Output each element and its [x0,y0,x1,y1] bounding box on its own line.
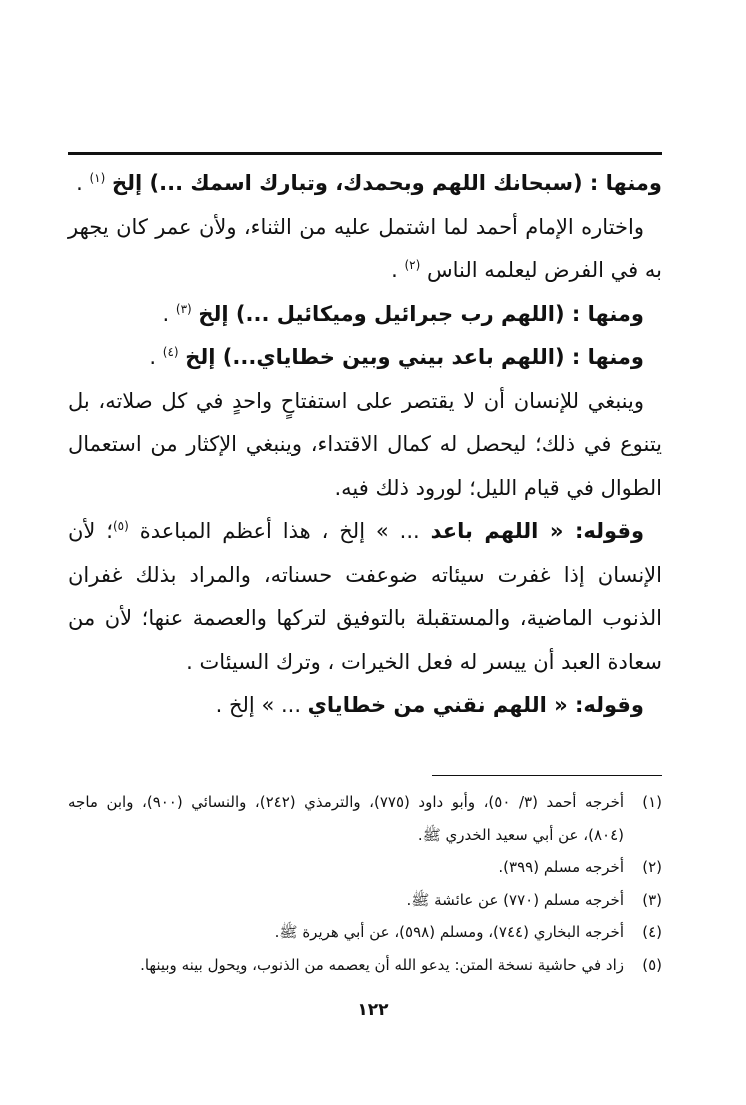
footnote-text: أخرجه أحمد (٣/ ٥٠)، وأبو داود (٧٧٥)، والترمذي (٢٤٢)، والنسائي (٩٠٠)، وابن ماجه (٨٠٤)، عن أبي سعيد الخدري ﷺ. [68,793,625,844]
paragraph-5 [68,380,662,511]
p5-text: وينبغي للإنسان أن لا يقتصر على استفتاحٍ واحدٍ في كل صلاته، بل يتنوع في ذلك؛ ليحصل له كمال الاقتداء، وينبغي الإكثار من استعمال الطوال في قيام الليل؛ لورود ذلك فيه. [68,388,662,500]
p3-prefix: ومنها : [564,301,644,326]
p2-end: . [391,258,405,282]
footnote-text: زاد في حاشية نسخة المتن: يدعو الله أن يعصمه من الذنوب، ويحول بينه وبينها. [140,955,624,974]
footnotes [68,786,662,981]
paragraph-3 [68,293,662,337]
footnote-text: أخرجه مسلم (٣٩٩). [498,858,624,876]
footnote-number: (٤) [642,923,662,941]
main-text [68,162,662,728]
top-rule [68,152,662,155]
p7-quote: اللهم نقني من خطاياي [307,693,547,717]
p2-text: واختاره الإمام أحمد لما اشتمل عليه من الثناء، ولأن عمر كان يجهر به في الفرض ليعلمه الناس [68,214,662,282]
footnote-number: (١) [642,793,662,811]
footnote-1 [68,786,662,851]
p6-lead: وقوله: « [538,519,644,543]
p7-lead: وقوله: « [546,693,644,717]
p2-footnote-ref: (٢) [404,258,421,272]
footnote-text: أخرجه البخاري (٧٤٤)، ومسلم (٥٩٨)، عن أبي هريرة ﷺ. [274,923,624,941]
p3-end: . [162,301,176,326]
p4-end: . [149,345,163,369]
p3-quote: (اللهم رب جبرائيل وميكائيل ...) إلخ [198,301,565,326]
footnote-5 [68,949,662,982]
footnote-text: أخرجه مسلم (٧٧٠) عن عائشة ﷺ. [406,890,624,909]
p3-footnote-ref: (٣) [175,301,192,316]
p6-quote: اللهم باعد [430,519,539,543]
paragraph-2 [68,206,662,293]
footnote-number: (٣) [642,890,662,909]
p1-prefix: ومنها : [582,171,662,195]
p1-footnote-ref: (١) [89,171,106,185]
p1-quote: (سبحانك اللهم وبحمدك، وتبارك اسمك ...) إلخ [111,171,583,195]
p7-rest: ... » إلخ . [215,693,308,717]
paragraph-4 [68,336,662,380]
p6-footnote-ref: (٥) [112,519,129,533]
page-number: ١٢٢ [357,1000,389,1020]
paragraph-6 [68,510,662,684]
p4-quote: (اللهم باعد بيني وبين خطاياي...) إلخ [185,345,565,369]
footnote-number: (٢) [642,858,662,876]
footnote-2 [68,851,662,884]
paragraph-1 [68,162,662,206]
footnote-rule [432,775,662,776]
footnote-number: (٥) [642,955,662,974]
p1-end: . [76,171,90,195]
p6-rest: ؛ لأن الإنسان إذا غفرت سيئاته ضوعفت حسناته، والمراد بذلك غفران الذنوب الماضية، والمستقبلة بالتوفيق لتركها والعصمة عنها؛ لأن من سعادة العبد أن ييسر له فعل الخيرات ، وترك السيئات . [68,519,662,674]
p6-mid: ... » إلخ ، هذا أعظم المباعدة [139,519,431,543]
footnote-3 [68,884,662,917]
p4-footnote-ref: (٤) [162,345,179,359]
p4-prefix: ومنها : [564,345,644,369]
footnote-4 [68,916,662,949]
paragraph-7 [68,684,662,728]
